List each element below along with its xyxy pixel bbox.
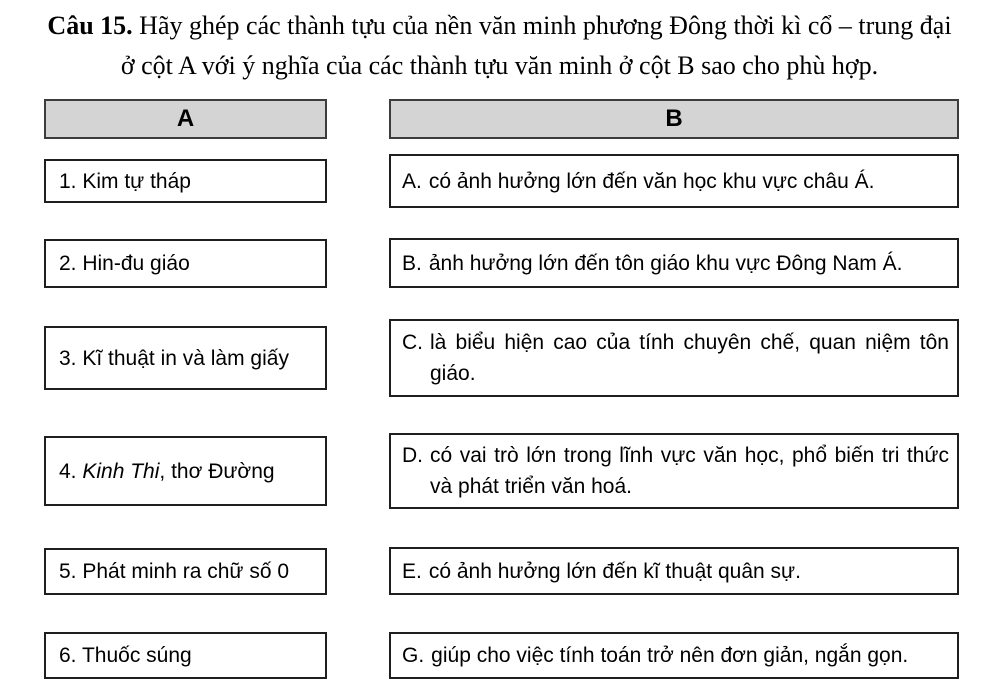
item-b-B-text: ảnh hưởng lớn đến tôn giáo khu vực Đông Nam Á. <box>428 251 903 275</box>
item-a-2-text: 2. Hin-đu giáo <box>59 251 190 275</box>
question-title <box>0 0 999 86</box>
matching-table <box>44 99 959 679</box>
item-b-G-text: giúp cho việc tính toán trở nên đơn giản, ngắn gọn. <box>431 644 909 667</box>
item-b-C-text: là biểu hiện cao của tính chuyên chế, quan niệm tôn giáo. <box>430 331 949 385</box>
match-row-3 <box>44 319 959 397</box>
match-row-1 <box>44 154 959 208</box>
item-b-A-label: A. <box>402 169 422 193</box>
item-b-E-text: có ảnh hưởng lớn đến kĩ thuật quân sự. <box>428 559 801 583</box>
question-title-line1 <box>0 6 999 46</box>
item-b-G <box>389 632 959 679</box>
item-b-G-label: G. <box>402 644 425 667</box>
item-b-D <box>389 433 959 509</box>
question-title-line2: ở cột A với ý nghĩa của các thành tựu văn minh ở cột B sao cho phù hợp. <box>120 51 879 80</box>
item-a-3 <box>44 326 327 390</box>
item-a-5-text: 5. Phát minh ra chữ số 0 <box>59 559 290 583</box>
question-number: Câu 15. <box>47 11 133 40</box>
column-b-header: B <box>389 99 959 139</box>
item-b-B-label: B. <box>402 251 422 275</box>
item-a-4-text <box>59 456 275 487</box>
item-a-4-italic-title: Kinh Thi <box>82 459 160 483</box>
match-row-5 <box>44 547 959 595</box>
item-b-A <box>389 154 959 208</box>
match-row-2 <box>44 238 959 288</box>
item-a-4-suffix: , thơ Đường <box>159 459 275 483</box>
match-row-6 <box>44 632 959 679</box>
item-a-1 <box>44 159 327 203</box>
item-b-A-text: có ảnh hưởng lớn đến văn học khu vực châu Á. <box>428 169 875 193</box>
item-a-3-text: 3. Kĩ thuật in và làm giấy <box>59 346 289 370</box>
item-b-C-label: C. <box>402 331 423 354</box>
item-a-4 <box>44 436 327 506</box>
match-row-4 <box>44 433 959 509</box>
question-title-line1-text: Hãy ghép các thành tựu của nền văn minh phương Đông thời kì cổ – trung đại <box>132 11 952 40</box>
item-b-B <box>389 238 959 288</box>
item-b-E-label: E. <box>402 559 422 583</box>
item-a-6 <box>44 632 327 679</box>
item-a-5 <box>44 548 327 595</box>
item-b-C <box>389 319 959 397</box>
item-a-2 <box>44 239 327 288</box>
item-a-1-text: 1. Kim tự tháp <box>59 169 191 193</box>
item-b-D-text: có vai trò lớn trong lĩnh vực văn học, phổ biến tri thức và phát triển văn hoá. <box>430 444 949 498</box>
item-b-E <box>389 547 959 595</box>
item-a-6-text: 6. Thuốc súng <box>59 644 192 667</box>
item-a-4-prefix: 4. <box>59 459 83 483</box>
column-a-header: A <box>44 99 327 139</box>
header-row <box>44 99 959 139</box>
item-b-D-label: D. <box>402 444 423 467</box>
